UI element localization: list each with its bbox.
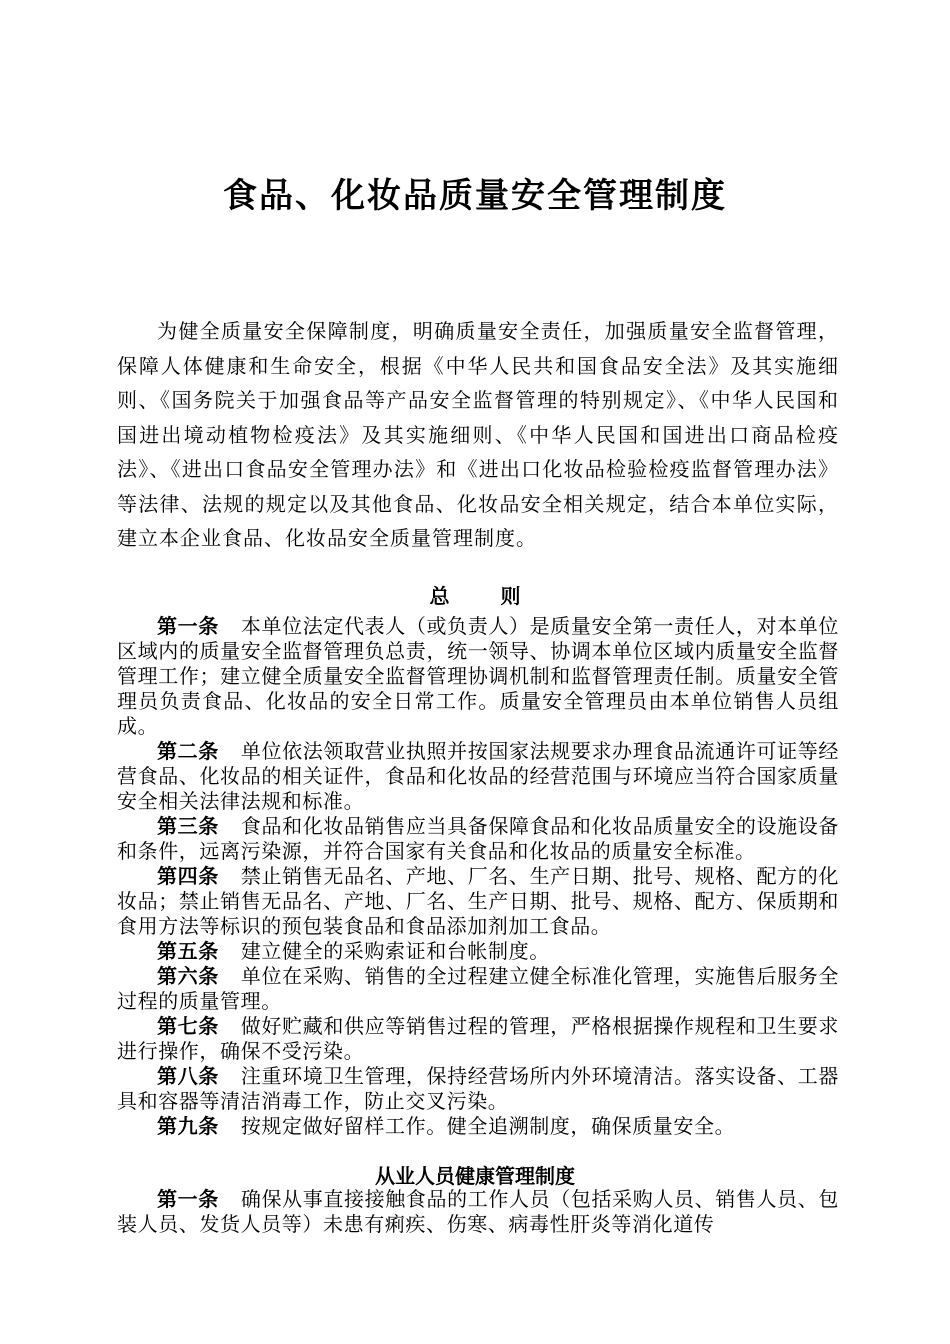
article xyxy=(117,939,839,964)
article xyxy=(117,1187,839,1237)
article-label: 第五条 xyxy=(157,939,219,963)
article xyxy=(117,614,839,739)
article-text: 做好贮藏和供应等销售过程的管理，严格根据操作规程和卫生要求进行操作，确保不受污染。 xyxy=(117,1014,839,1063)
article-label: 第九条 xyxy=(157,1114,219,1138)
article-label: 第一条 xyxy=(157,1187,219,1211)
article-label: 第四条 xyxy=(157,864,219,888)
article xyxy=(117,864,839,939)
document-title: 食品、化妆品质量安全管理制度 xyxy=(223,176,727,216)
article-text: 单位依法领取营业执照并按国家法规要求办理食品流通许可证等经营食品、化妆品的相关证件，食品和化妆品的经营范围与环境应当符合国家质量安全相关法律法规和标准。 xyxy=(117,739,839,813)
article-text: 建立健全的采购索证和台帐制度。 xyxy=(240,939,550,963)
article-text: 单位在采购、销售的全过程建立健全标准化管理，实施售后服务全过程的质量管理。 xyxy=(117,964,839,1013)
general-articles xyxy=(117,614,839,1139)
article xyxy=(117,964,839,1014)
intro-paragraph: 为健全质量安全保障制度，明确质量安全责任，加强质量安全监督管理，保障人体健康和生命安全，根据《中华人民共和国食品安全法》及其实施细则、《国务院关于加强食品等产品安全监督管理的特别规定》、《中华人民国和国进出境动植物检疫法》及其实施细则、《中华人民国和国进出口商品检疫法》、《进出口食品安全管理办法》和《进出口化妆品检验检疫监督管理办法》等法律、法规的规定以及其他食品、化妆品安全相关规定，结合本单位实际，建立本企业食品、化妆品安全质量管理制度。 xyxy=(117,319,839,550)
article-label: 第一条 xyxy=(157,614,219,638)
article-text: 按规定做好留样工作。健全追溯制度，确保质量安全。 xyxy=(240,1114,736,1138)
article-text: 食品和化妆品销售应当具备保障食品和化妆品质量安全的设施设备和条件，远离污染源，并符合国家有关食品和化妆品的质量安全标准。 xyxy=(117,814,839,863)
section-heading-staff-health: 从业人员健康管理制度 xyxy=(375,1164,575,1188)
article xyxy=(117,1014,839,1064)
article xyxy=(117,814,839,864)
section-heading-general: 总 则 xyxy=(429,584,543,608)
article-label: 第三条 xyxy=(157,814,219,838)
article-label: 第八条 xyxy=(157,1064,219,1088)
article-label: 第六条 xyxy=(157,964,219,988)
article xyxy=(117,739,839,814)
article-label: 第二条 xyxy=(157,739,219,763)
article xyxy=(117,1064,839,1114)
article-text: 禁止销售无品名、产地、厂名、生产日期、批号、规格、配方的化妆品；禁止销售无品名、产地、厂名、生产日期、批号、规格、配方、保质期和食用方法等标识的预包装食品和食品添加剂加工食品。 xyxy=(117,864,839,938)
article-text: 确保从事直接接触食品的工作人员（包括采购人员、销售人员、包装人员、发货人员等）未患有痢疾、伤寒、病毒性肝炎等消化道传 xyxy=(117,1187,839,1236)
article-text: 本单位法定代表人（或负责人）是质量安全第一责任人，对本单位区域内的质量安全监督管理负总责，统一领导、协调本单位区域内质量安全监督管理工作；建立健全质量安全监督管理协调机制和监督管理责任制。质量安全管理员负责食品、化妆品的安全日常工作。质量安全管理员由本单位销售人员组成。 xyxy=(117,614,839,738)
article xyxy=(117,1114,839,1139)
article-text: 注重环境卫生管理，保持经营场所内外环境清洁。落实设备、工器具和容器等清洁消毒工作，防止交叉污染。 xyxy=(117,1064,839,1113)
article-label: 第七条 xyxy=(157,1014,219,1038)
staff-health-articles xyxy=(117,1187,839,1237)
